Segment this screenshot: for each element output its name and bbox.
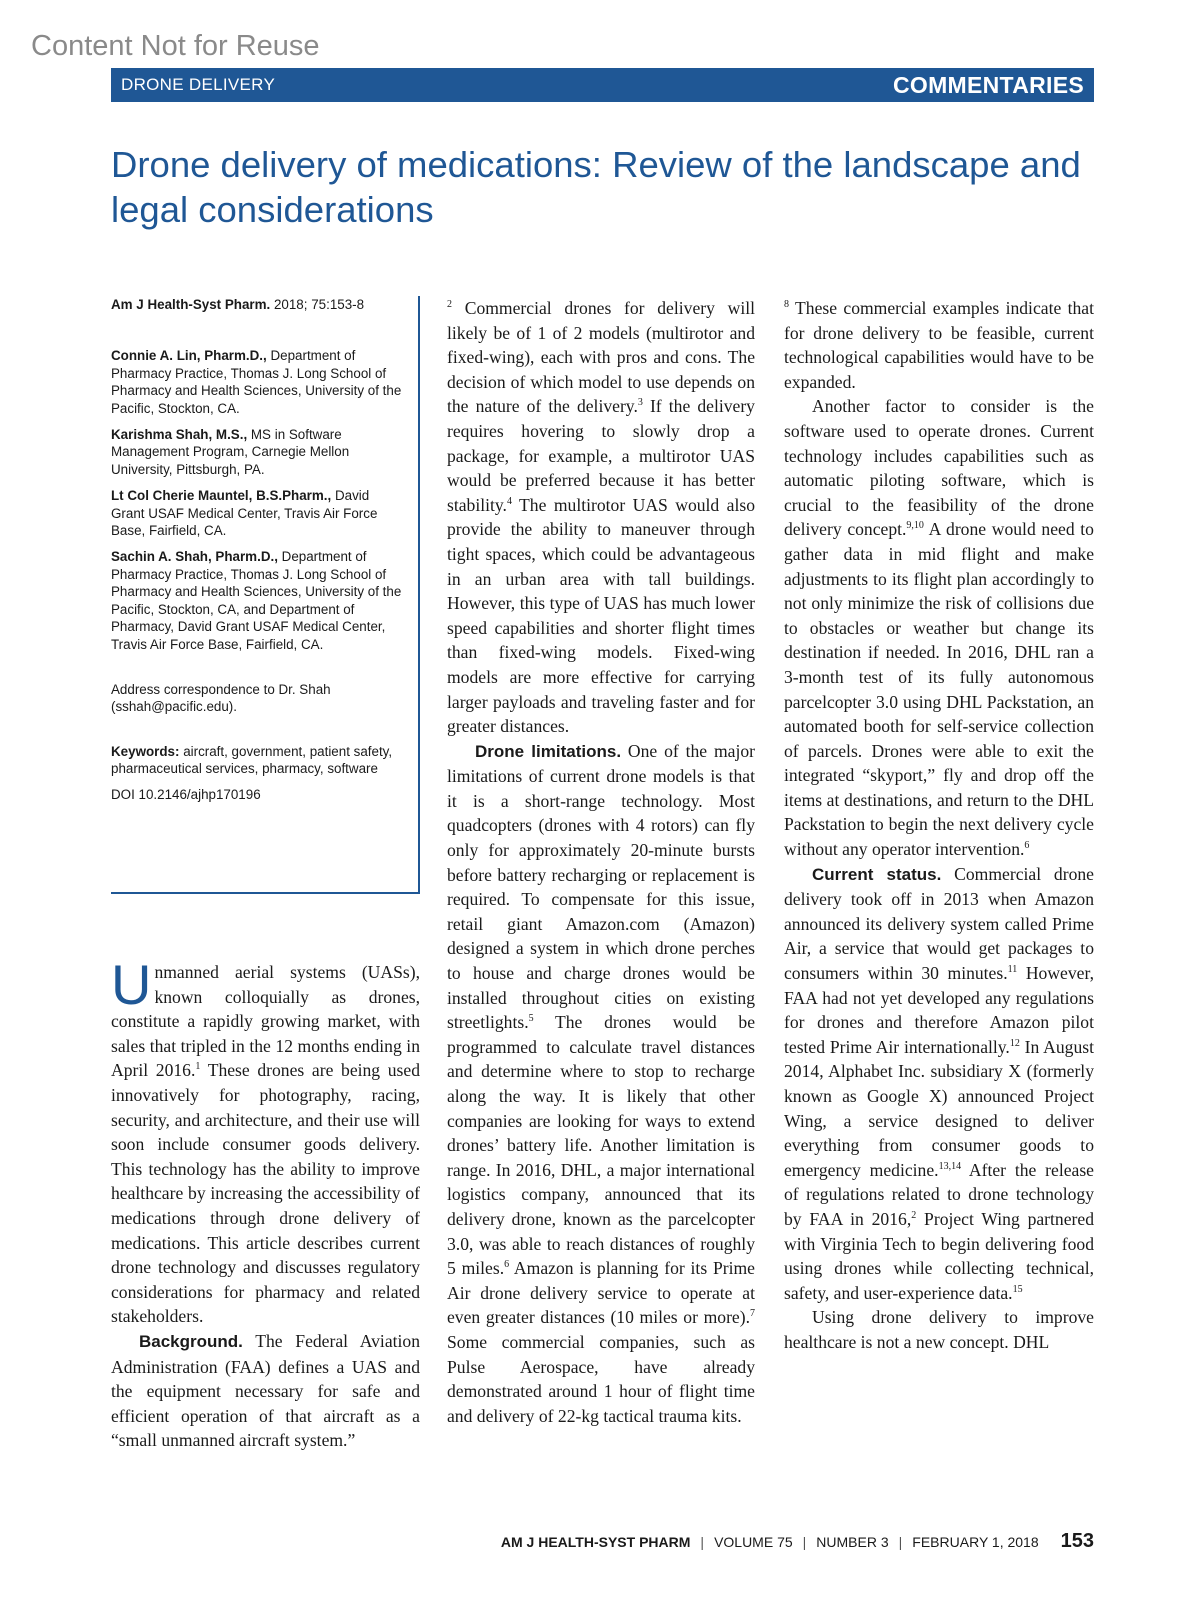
ref-7: 7 bbox=[750, 1308, 755, 1320]
text: nmanned aerial systems (UASs), known colloquially as drones, constitute a rapidly growing market, with sales that tripled in the 12 months ending in April 2016. bbox=[111, 962, 420, 1081]
ref-11: 11 bbox=[1007, 964, 1018, 976]
footer-journal: AM J HEALTH-SYST PHARM bbox=[500, 1534, 691, 1550]
body-column-1 bbox=[111, 953, 421, 1453]
text: If the delivery requires hovering to slowly drop a package, for example, a multirotor UAS would be preferred because it has better stability. bbox=[447, 396, 755, 515]
text: However, FAA had not yet developed any regulations for drones and therefore Amazon pilot tested Prime Air internationally. bbox=[784, 963, 1095, 1057]
ref-5: 5 bbox=[528, 1013, 534, 1025]
subhead-current-status: Current status. bbox=[812, 864, 942, 884]
subhead-limitations: Drone limitations. bbox=[475, 741, 622, 761]
author-entry bbox=[111, 548, 404, 652]
author-name: Sachin A. Shah, Pharm.D., bbox=[111, 549, 278, 565]
author-entry bbox=[111, 487, 404, 539]
footer-separator: | bbox=[898, 1534, 903, 1550]
paragraph-limitations-cont bbox=[784, 296, 1094, 394]
watermark: Content Not for Reuse bbox=[31, 30, 320, 62]
ref-4: 4 bbox=[506, 495, 512, 507]
paragraph-software bbox=[784, 394, 1094, 861]
ref-13-14: 13,14 bbox=[938, 1160, 962, 1172]
subhead-background: Background. bbox=[139, 1331, 243, 1351]
citation bbox=[111, 296, 404, 313]
author-affiliation: MS in Software Management Program, Carnegie Mellon University, Pittsburgh, PA. bbox=[111, 427, 350, 477]
paragraph-healthcare bbox=[784, 1305, 1094, 1354]
text: Commercial drones for delivery will likely be of 1 of 2 models (multirotor and fixed-wing), each with pros and cons. The decision of which model to use depends on the nature of the delivery. bbox=[447, 298, 755, 417]
ref-8: 8 bbox=[784, 299, 789, 311]
author-affiliation: Department of Pharmacy Practice, Thomas J. Long School of Pharmacy and Health Sciences, University of the Pacific, Stockton, CA. bbox=[111, 348, 402, 416]
ref-1: 1 bbox=[195, 1061, 201, 1073]
article-title: Drone delivery of medications: Review of the landscape and legal considerations bbox=[111, 144, 1081, 230]
page-footer bbox=[440, 1530, 1094, 1553]
ref-12: 12 bbox=[1009, 1037, 1020, 1049]
text: In August 2014, Alphabet Inc. subsidiary X (formerly known as Google X) announced Project Wing, a service designed to deliver everything from consumer goods to emergency medicine. bbox=[784, 1036, 1094, 1180]
ref-2b: 2 bbox=[911, 1210, 917, 1222]
footer-number: NUMBER 3 bbox=[816, 1534, 889, 1550]
section-header-band bbox=[111, 68, 1094, 102]
text: After the release of regulations related to drone technology by FAA in 2016, bbox=[784, 1159, 1094, 1229]
citation-details: 2018; 75:153-8 bbox=[270, 297, 365, 312]
ref-9-10: 9,10 bbox=[906, 520, 924, 532]
text: One of the major limitations of current drone models is that it is a short-range technology. Most quadcopters (drones with 4 rotors) can fly only for approximately 20-minute bursts before battery recharging or replacement is required. To compensate for this issue, retail giant Amazon.com (Amazon) designed a system in which drone perches to house and charge drones would be installed throughout cities on existing streetlights. bbox=[447, 740, 756, 1033]
text: These drones are being used innovatively for photography, racing, security, and architecture, and their use will soon include consumer goods delivery. This technology has the ability to improve healthcare by increasing the accessibility of medications through drone delivery of medications. This article describes current drone technology and discusses regulatory considerations for pharmacy and related stakeholders. bbox=[111, 1060, 421, 1327]
ref-15: 15 bbox=[1012, 1283, 1023, 1295]
text: The drones would be programmed to calculate travel distances and determine where to stop to recharge along the way. It is likely that other companies are looking for ways to extend drones’ battery life. Another limitation is range. In 2016, DHL, a major international logistics company, announced that its delivery drone, known as the parcelcopter 3.0, was able to reach distances of roughly 5 miles. bbox=[447, 1012, 755, 1279]
section-label: DRONE DELIVERY bbox=[121, 75, 276, 94]
text: Commercial drone delivery took off in 2013 when Amazon announced its delivery system called Prime Air, a service that would get packages to consumers within 30 minutes. bbox=[784, 863, 1094, 984]
paragraph-background bbox=[111, 1329, 420, 1453]
author-name: Karishma Shah, M.S., bbox=[111, 427, 248, 443]
author-affiliation: David Grant USAF Medical Center, Travis Air Force Base, Fairfield, CA. bbox=[111, 488, 378, 539]
ref-2: 2 bbox=[447, 299, 452, 311]
body-column-2 bbox=[447, 296, 755, 1428]
footer-separator: | bbox=[802, 1534, 807, 1550]
ref-3: 3 bbox=[637, 397, 643, 409]
keywords bbox=[111, 743, 404, 778]
page-number: 153 bbox=[1060, 1530, 1094, 1552]
paragraph-limitations bbox=[447, 739, 755, 1429]
text: Amazon is planning for its Prime Air drone delivery service to operate at even greater distances (10 miles or more). bbox=[447, 1258, 755, 1328]
keywords-list: aircraft, government, patient safety, pharmaceutical services, pharmacy, software bbox=[111, 743, 393, 777]
text: Project Wing partnered with Virginia Tech to begin delivering food using drones while collecting technical, safety, and user-experience data. bbox=[784, 1208, 1094, 1303]
author-entry bbox=[111, 426, 404, 478]
author-affiliation: Department of Pharmacy Practice, Thomas J. Long School of Pharmacy and Health Sciences, University of the Pacific, Stockton, CA, and Department of Pharmacy, David Grant USAF Medical Center, Travis Air Force Base, Fairfield, CA. bbox=[111, 549, 402, 652]
text: A drone would need to gather data in mid flight and make adjustments to its flight plan accordingly to not only minimize the risk of collisions due to obstacles or weather but change its destination if needed. In 2016, DHL ran a 3-month test of its fully autonomous parcelcopter 3.0 using DHL Packstation, an automated booth for self-service collection of parcels. Drones were able to exit the integrated “skyport,” fly and drop off the items at destinations, and return to the DHL Packstation to begin the next delivery cycle without any operator intervention. bbox=[784, 519, 1094, 860]
citation-journal: Am J Health-Syst Pharm. bbox=[111, 297, 271, 312]
category-label: COMMENTARIES bbox=[892, 71, 1084, 98]
doi: DOI 10.2146/ajhp170196 bbox=[111, 786, 261, 802]
text: These commercial examples indicate that for drone delivery to be feasible, current technological capabilities would have to be expanded. bbox=[784, 298, 1094, 392]
footer-date: FEBRUARY 1, 2018 bbox=[912, 1534, 1039, 1550]
correspondence-note: Address correspondence to Dr. Shah (sshah@pacific.edu). bbox=[111, 681, 331, 715]
footer-volume: VOLUME 75 bbox=[714, 1534, 793, 1550]
body-column-3 bbox=[784, 296, 1094, 1355]
text: Another factor to consider is the software used to operate drones. Current technology includes capabilities such as automatic piloting software, which is crucial to the feasibility of the drone delivery concept. bbox=[784, 396, 1094, 540]
text: The multirotor UAS would also provide the ability to maneuver through tight spaces, which could be advantageous in an urban area with tall buildings. However, this type of UAS has much lower speed capabilities and shorter flight times than fixed-wing models. Fixed-wing models are more effective for carrying larger payloads and traveling faster and for greater distances. bbox=[447, 494, 755, 737]
paragraph-current-status bbox=[784, 862, 1094, 1306]
footer-separator: | bbox=[700, 1534, 705, 1550]
text: Some commercial companies, such as Pulse Aerospace, have already demonstrated around 1 hour of flight time and delivery of 22-kg tactical trauma kits. bbox=[447, 1331, 755, 1426]
ref-6b: 6 bbox=[1024, 840, 1030, 852]
drop-cap: U bbox=[111, 953, 152, 1016]
author-name: Lt Col Cherie Mauntel, B.S.Pharm., bbox=[111, 488, 332, 504]
article-info-sidebar bbox=[111, 296, 420, 894]
text: The Federal Aviation Administration (FAA) defines a UAS and the equipment necessary for safe and efficient operation of that aircraft as a “small unmanned aircraft system.” bbox=[111, 1330, 420, 1451]
author-name: Connie A. Lin, Pharm.D., bbox=[111, 348, 267, 364]
author-entry bbox=[111, 347, 404, 417]
keywords-label: Keywords: bbox=[111, 743, 180, 759]
paragraph-intro bbox=[111, 953, 421, 1329]
paragraph-background-cont bbox=[447, 296, 755, 739]
text: Using drone delivery to improve healthcare is not a new concept. DHL bbox=[784, 1307, 1094, 1352]
ref-6: 6 bbox=[504, 1259, 510, 1271]
